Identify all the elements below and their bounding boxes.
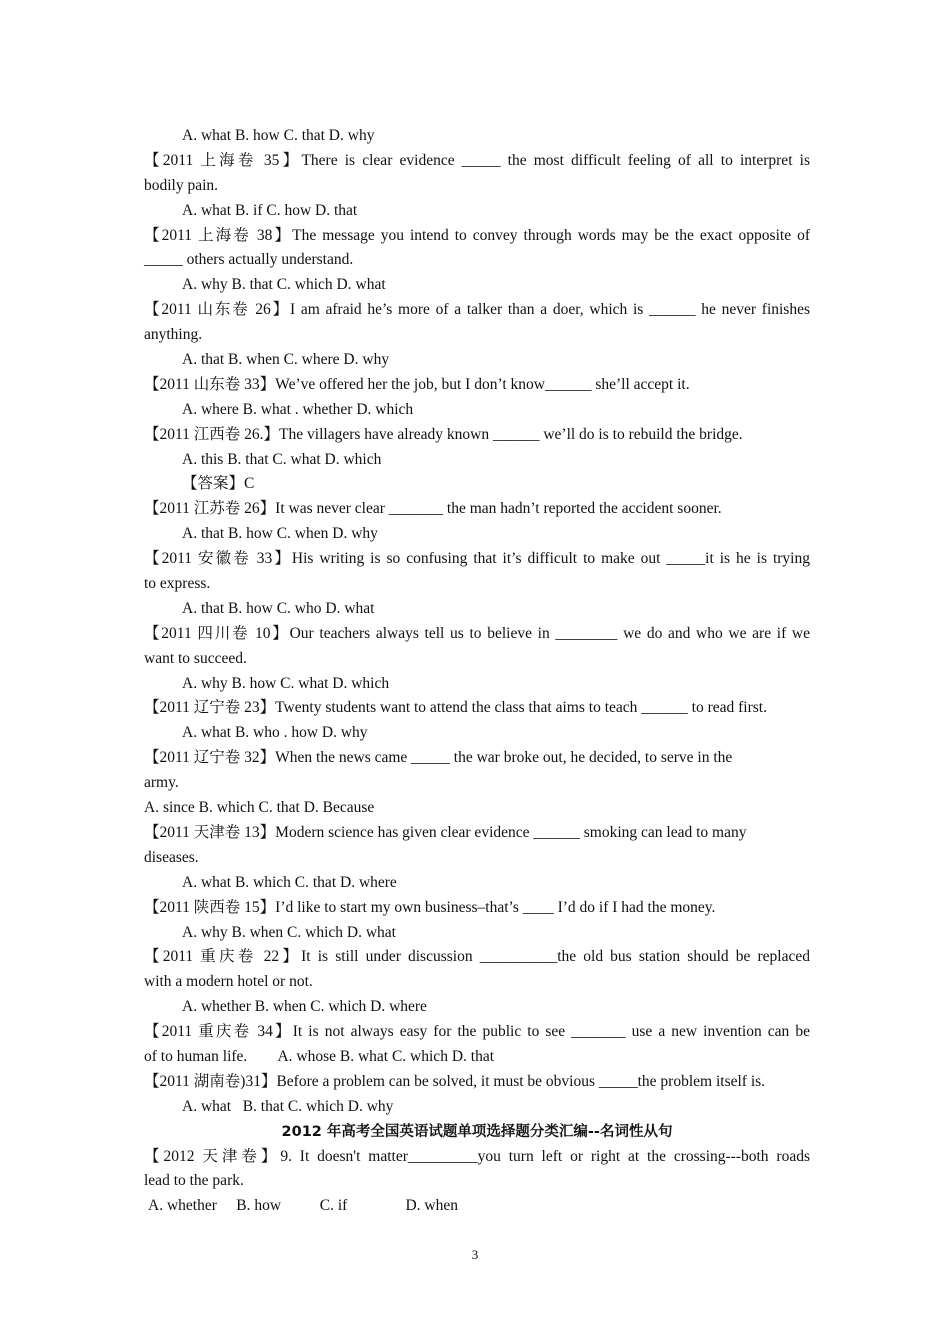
question-text-line: diseases.	[144, 848, 199, 866]
question-text-line: to express.	[144, 575, 211, 593]
question-text-line: A. since B. which C. that D. Because	[144, 799, 375, 817]
question-text-line: 【2011 辽宁卷 23】Twenty students want to attend the class that aims to teach ______ to read first.	[144, 699, 767, 717]
question-list	[144, 124, 810, 1219]
question-text-line: 【2011 上海卷 35】There is clear evidence _____ the most difficult feeling of all to interpret is	[144, 151, 810, 169]
question-text-line: 【2011 天津卷 13】Modern science has given clear evidence ______ smoking can lead to many	[144, 823, 747, 841]
question-text-line: 【2011 江苏卷 26】It was never clear _______ the man hadn’t reported the accident sooner.	[144, 500, 722, 518]
answer-options-line: A. whether B. when C. which D. where	[182, 998, 427, 1016]
section-heading: 2012 年高考全国英语试题单项选择题分类汇编--名词性从句	[281, 1123, 673, 1140]
answer-options-line: A. that B. how C. who D. what	[182, 599, 375, 617]
answer-options-line: A. this B. that C. what D. which	[182, 450, 382, 468]
question-text-line: 【2011 重庆卷 22】It is still under discussion __________the old bus station should be replaced	[144, 948, 810, 966]
question-text-line: bodily pain.	[144, 176, 219, 194]
question-text-line: of to human life. A. whose B. what C. which D. that	[144, 1047, 494, 1065]
question-text-line: want to succeed.	[144, 649, 247, 667]
question-text-line: 【2011 辽宁卷 32】When the news came _____ the war broke out, he decided, to serve in the	[144, 749, 733, 767]
answer-options-line: A. what B. how C. that D. why	[182, 127, 375, 144]
question-text-line: _____ others actually understand.	[144, 251, 354, 269]
answer-options-line: A. where B. what . whether D. which	[182, 400, 414, 418]
question-text-line: 【2011 湖南卷)31】Before a problem can be solved, it must be obvious _____the problem itself is.	[144, 1072, 766, 1090]
answer-options-line: 【答案】C	[182, 475, 255, 493]
answer-options-line: A. what B. who . how D. why	[182, 724, 368, 742]
question-text-line: 【2011 江西卷 26.】The villagers have already known ______ we’ll do is to rebuild the bridge.	[144, 425, 743, 443]
answer-options-line: A. that B. how C. when D. why	[182, 525, 378, 543]
question-text-line: 【2011 山东卷 26】I am afraid he’s more of a talker than a doer, which is ______ he never finishes	[144, 301, 810, 319]
question-text-line: 【2011 四川卷 10】Our teachers always tell us to believe in ________ we do and who we are if we	[144, 624, 810, 642]
question-text-line: 【2011 陕西卷 15】I’d like to start my own business–that’s ____ I’d do if I had the money.	[144, 898, 716, 916]
answer-options-line: A. why B. when C. which D. what	[182, 923, 396, 941]
answer-options-line: A. why B. that C. which D. what	[182, 276, 386, 294]
answer-options-line: A. what B. which C. that D. where	[182, 873, 397, 891]
question-text-line: army.	[144, 774, 179, 792]
question-text-line: 【2011 山东卷 33】We’ve offered her the job, but I don’t know______ she’ll accept it.	[144, 375, 690, 393]
question-text-line: anything.	[144, 326, 203, 344]
question-text-line: lead to the park.	[144, 1172, 244, 1190]
question-text-line: 【2011 上海卷 38】The message you intend to convey through words may be the exact opposite of	[144, 226, 810, 244]
answer-options-line: A. what B. that C. which D. why	[182, 1097, 394, 1115]
answer-options-line: A. whether B. how C. if D. when	[148, 1197, 458, 1215]
question-text-line: 【2012 天津卷】9. It doesn't matter_________you turn left or right at the crossing---both roads	[144, 1147, 810, 1165]
page-number: 3	[471, 1247, 479, 1262]
question-text-line: 【2011 重庆卷 34】It is not always easy for the public to see _______ use a new invention can be	[144, 1023, 810, 1041]
question-text-line: 【2011 安徽卷 33】His writing is so confusing that it’s difficult to make out _____it is he is trying	[144, 550, 810, 568]
answer-options-line: A. that B. when C. where D. why	[182, 351, 390, 369]
answer-options-line: A. why B. how C. what D. which	[182, 674, 390, 692]
question-text-line: with a modern hotel or not.	[144, 973, 313, 991]
answer-options-line: A. what B. if C. how D. that	[182, 201, 358, 219]
